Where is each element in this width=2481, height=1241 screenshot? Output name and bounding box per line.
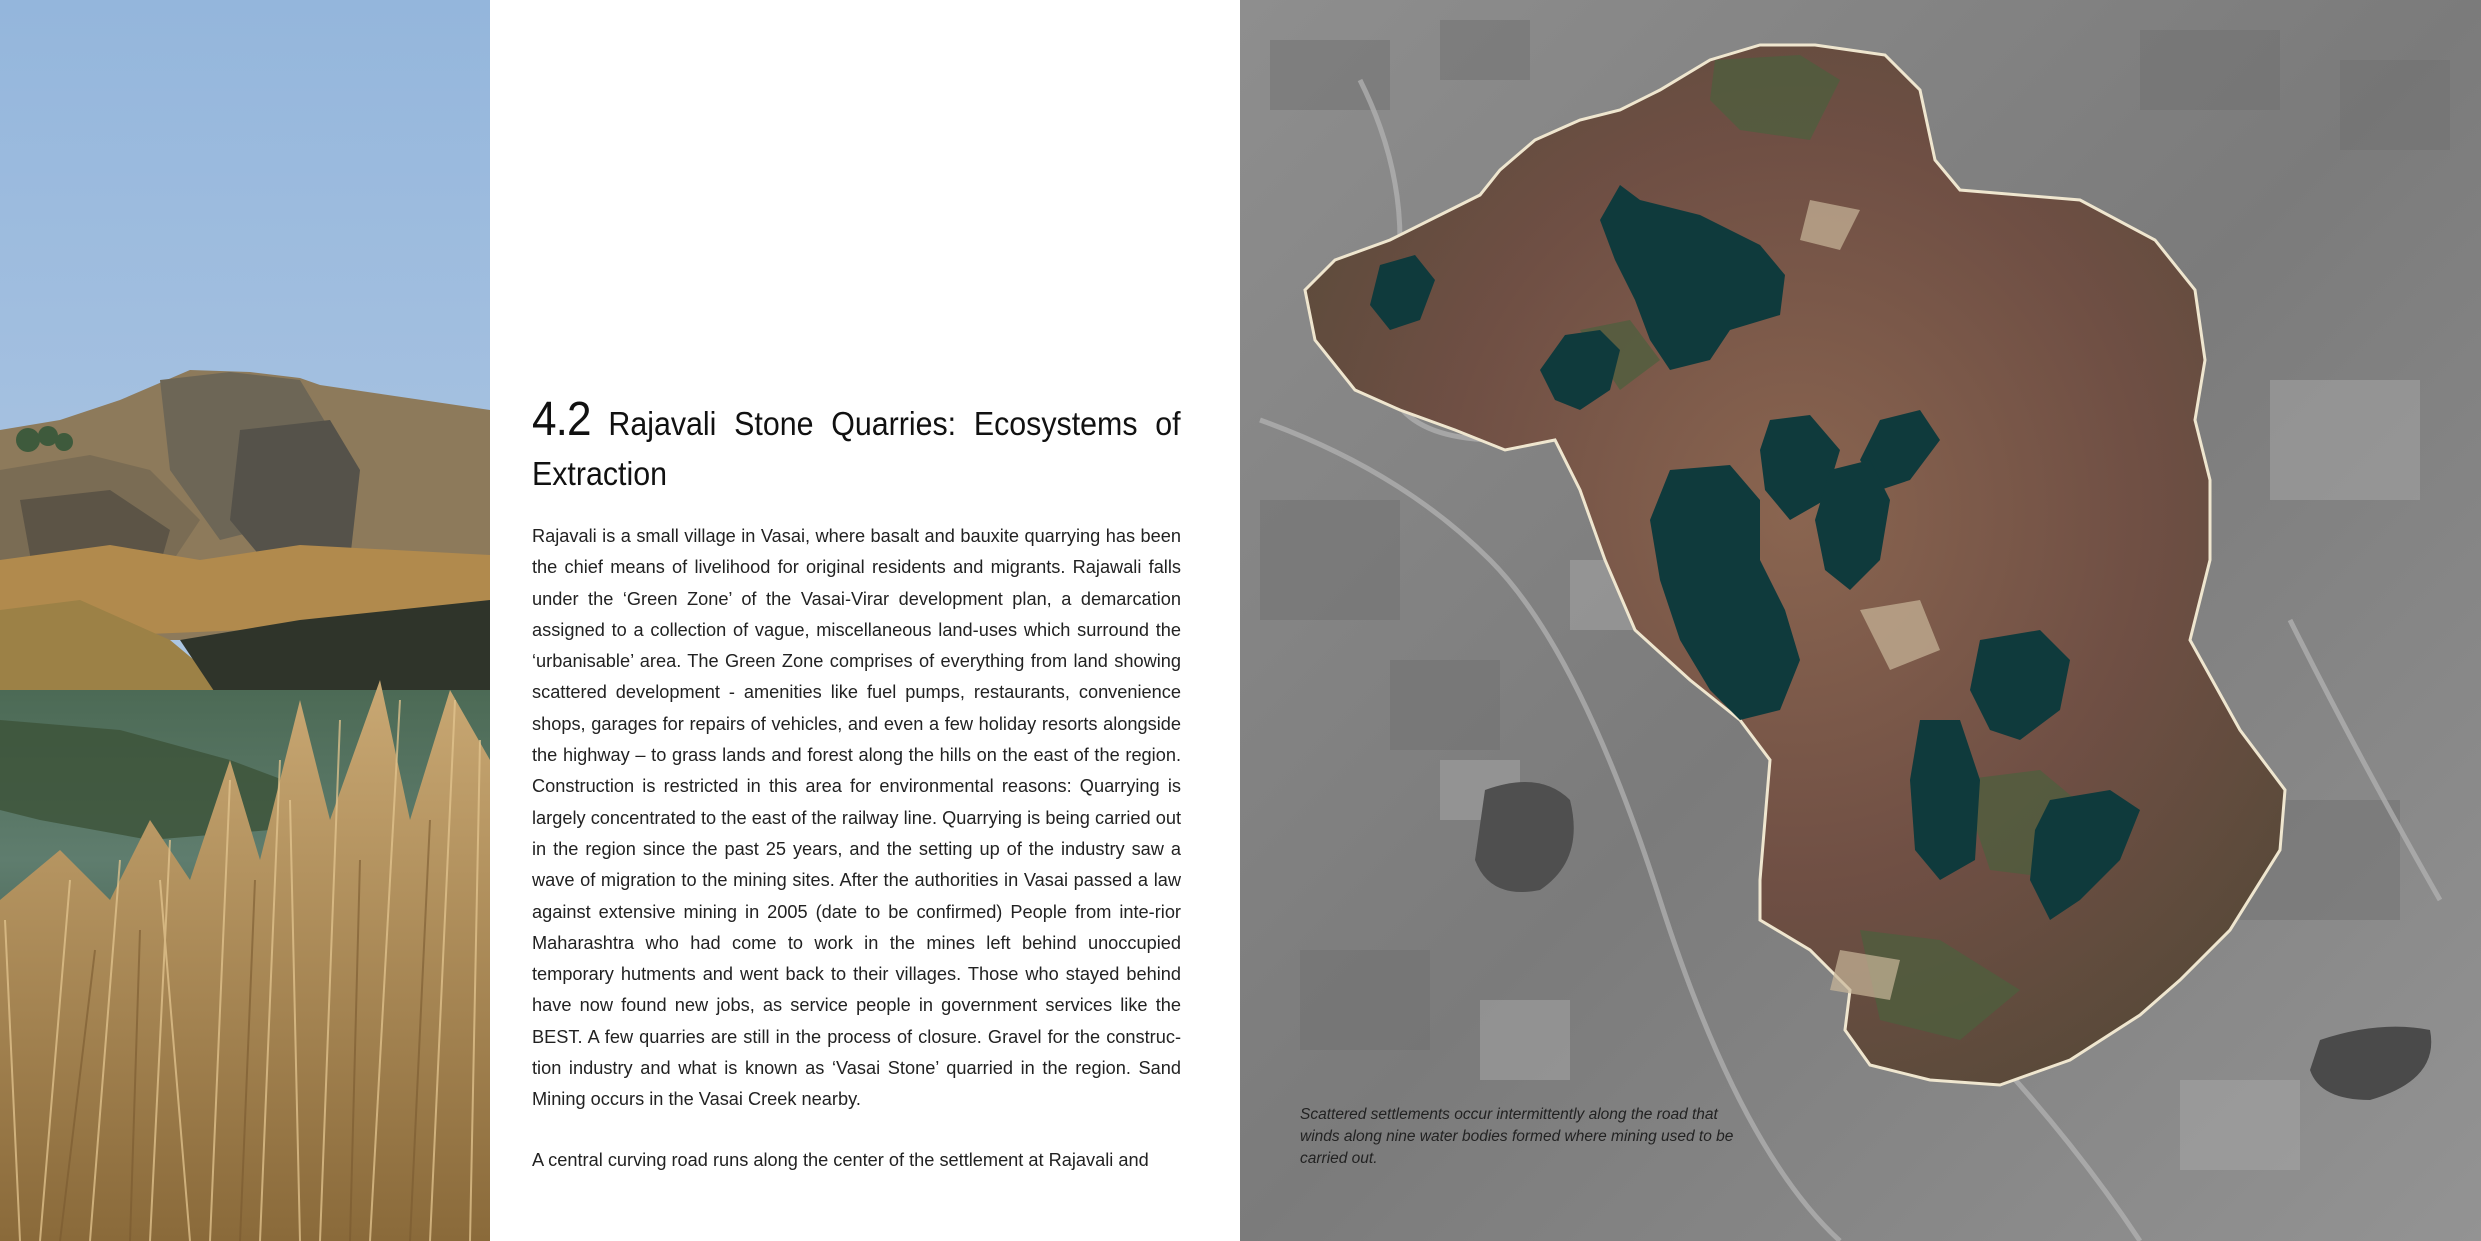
aerial-map <box>1240 0 2481 1241</box>
article-text-column <box>532 395 1181 1176</box>
map-caption: Scattered settlements occur intermittently along the road that winds along nine water bodies formed where mining used to be carried out. <box>1300 1106 1734 1167</box>
body-paragraph-2: A central curving road runs along the center of the settlement at Rajavali and <box>532 1149 1149 1170</box>
quarry-pond-photo <box>0 0 490 1241</box>
section-title: Rajavali Stone Quarries: Ecosystems of Extraction <box>532 405 1181 492</box>
body-paragraph-1: Rajavali is a small village in Vasai, where basalt and bauxite quarrying has been the chief means of livelihood for original residents and migrants. Rajawali falls under the ‘Green Zone’ of the Vasai-Virar development plan, a demarcation assigned to a collection of vague, miscellaneous land-uses which surround the ‘urbanisable’ area. The Green Zone comprises of everything from land showing scattered development - amenities like fuel pumps, restaurants, convenience shops, garages for repairs of vehicles, and even a few holiday resorts alongside the highway – to grass lands and forest along the hills on the east of the region. Construction is restricted in this area for environmental reasons: Quarrying is largely concentrated to the east of the railway line. Quarrying is being carried out in the region since the past 25 years, and the setting up of the industry saw a wave of migration to the mining sites. After the authorities in Vasai passed a law against extensive mining in 2005 (date to be confirmed) People from inte-rior Maharashtra who had come to work in the mines left behind unoccupied temporary hutments and went back to their villages. Those who stayed behind have now found new jobs, as service people in government services like the BEST. A few quarries are still in the process of closure. Gravel for the construc-tion industry and what is known as ‘Vasai Stone’ quarried in the region. Sand Mining occurs in the Vasai Creek nearby. <box>532 526 1181 1110</box>
section-heading <box>532 395 1181 499</box>
section-number: 4.2 <box>532 393 591 446</box>
